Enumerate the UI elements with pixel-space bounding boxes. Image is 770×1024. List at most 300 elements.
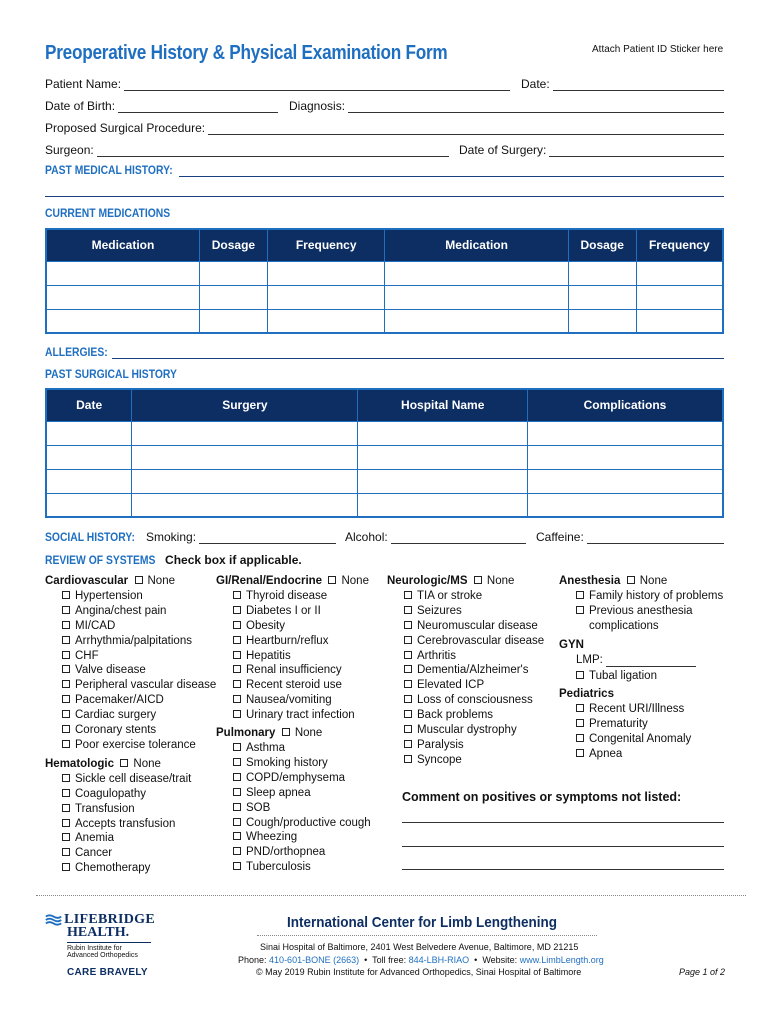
diagnosis-field[interactable] (289, 99, 724, 113)
checkbox[interactable] (404, 725, 412, 733)
checkbox[interactable] (233, 818, 241, 826)
none-label: None (294, 727, 323, 740)
checklist-item[interactable] (559, 732, 729, 747)
checkbox[interactable] (404, 710, 412, 718)
checklist-item-label: Muscular dystrophy (417, 724, 517, 737)
checklist-item[interactable] (216, 756, 386, 771)
table-row (46, 285, 723, 309)
table-cell[interactable] (358, 469, 527, 493)
checkbox[interactable] (474, 576, 482, 584)
table-cell[interactable] (132, 469, 358, 493)
checkbox[interactable] (233, 680, 241, 688)
checklist-item[interactable] (45, 802, 215, 817)
none-label: None (147, 575, 175, 587)
checklist-item-label: Asthma (246, 741, 285, 754)
checkbox[interactable] (404, 740, 412, 748)
footer-copyright: © May 2019 Rubin Institute for Advanced Orthopedics, Sinai Hospital of Baltimore (256, 967, 582, 977)
checklist-item-label: Neuromuscular disease (417, 619, 538, 632)
checklist-item-label: Loss of consciousness (417, 694, 533, 707)
table-cell[interactable] (46, 493, 132, 517)
checklist-item-label: PND/orthopnea (246, 846, 326, 859)
col-surgery: Surgery (132, 389, 358, 421)
table-cell[interactable] (46, 309, 199, 333)
ros-column-1 (45, 574, 215, 876)
checklist-item[interactable] (216, 830, 386, 845)
checklist-item[interactable] (387, 634, 557, 649)
checklist-item-label: Smoking history (246, 756, 328, 769)
anes-heading (559, 574, 729, 589)
checklist-item[interactable] (45, 678, 215, 693)
checklist-item-label: Coronary stents (75, 724, 157, 737)
checklist-item-label: Obesity (246, 619, 285, 632)
tollfree-link[interactable]: 844-LBH-RIAO (408, 955, 470, 965)
checkbox[interactable] (233, 847, 241, 855)
table-cell[interactable] (46, 285, 199, 309)
checkbox[interactable] (404, 755, 412, 763)
checklist-item[interactable] (216, 663, 386, 678)
col-hospital: Hospital Name (358, 389, 527, 421)
procedure-field[interactable] (45, 121, 724, 135)
checklist-item-label: Hepatitis (246, 649, 291, 662)
checklist-item[interactable] (387, 753, 557, 768)
checklist-item[interactable] (45, 693, 215, 708)
checklist-item-label: Family history of problems (589, 589, 724, 602)
table-cell[interactable] (568, 261, 636, 285)
checkbox[interactable] (233, 651, 241, 659)
checklist-item[interactable] (559, 717, 729, 732)
checklist-item-label: Syncope (417, 753, 462, 766)
col-medication: Medication (46, 229, 199, 261)
checklist-item[interactable] (387, 723, 557, 738)
checklist-item[interactable] (45, 634, 215, 649)
checkbox[interactable] (627, 576, 635, 584)
checklist-item[interactable] (559, 589, 729, 604)
checklist-item-label: Poor exercise tolerance (75, 738, 196, 751)
checkbox[interactable] (62, 710, 70, 718)
table-cell[interactable] (358, 445, 527, 469)
table-cell[interactable] (636, 285, 723, 309)
procedure-label: Proposed Surgical Procedure: (45, 121, 206, 135)
checklist-item[interactable] (559, 604, 729, 619)
past-medical-history-label: PAST MEDICAL HISTORY: (45, 165, 173, 177)
checkbox[interactable] (62, 774, 70, 782)
checklist-item[interactable] (45, 831, 215, 846)
checklist-item[interactable] (45, 738, 215, 753)
table-row (46, 469, 723, 493)
checklist-item-label: Wheezing (246, 831, 298, 844)
checklist-item[interactable] (559, 702, 729, 717)
surgeon-label: Surgeon: (45, 143, 94, 157)
checkbox[interactable] (404, 651, 412, 659)
checkbox[interactable] (404, 621, 412, 629)
lmp-label: LMP: (576, 653, 603, 666)
checkbox[interactable] (282, 728, 290, 736)
none-label: None (639, 575, 668, 587)
surgery-date-label: Date of Surgery: (459, 143, 547, 157)
logo-line2: HEALTH. (67, 925, 130, 940)
checklist-item[interactable] (216, 741, 386, 756)
checklist-item[interactable] (387, 663, 557, 678)
table-cell[interactable] (385, 285, 568, 309)
table-cell[interactable] (267, 261, 385, 285)
checkbox[interactable] (233, 743, 241, 751)
table-cell[interactable] (636, 309, 723, 333)
table-cell[interactable] (267, 285, 385, 309)
checklist-item-label: Nausea/vomiting (246, 694, 332, 707)
checklist-item[interactable] (216, 619, 386, 634)
patient-name-label: Patient Name: (45, 77, 122, 91)
surgical-header-row (46, 389, 723, 421)
table-cell[interactable] (199, 261, 267, 285)
gi-title: GI/Renal/Endocrine (216, 575, 323, 587)
checklist-item[interactable] (559, 747, 729, 762)
past-surgical-history-title: PAST SURGICAL HISTORY (45, 369, 177, 381)
table-cell[interactable] (568, 285, 636, 309)
checklist-item[interactable] (216, 801, 386, 816)
checklist-item-label: Sickle cell disease/trait (75, 772, 192, 785)
comment-line-1[interactable] (402, 822, 724, 823)
checklist-item-label: Cerebrovascular disease (417, 634, 545, 647)
checklist-item[interactable] (216, 649, 386, 664)
logo-sub2: Advanced Orthopedics (67, 952, 138, 959)
checkbox[interactable] (233, 773, 241, 781)
none-label: None (133, 757, 161, 770)
checklist-item[interactable] (216, 860, 386, 875)
table-cell[interactable] (132, 445, 358, 469)
none-label: None (486, 575, 515, 587)
website-label: Website: (482, 955, 518, 965)
allergies-label: ALLERGIES: (45, 347, 108, 359)
checkbox[interactable] (62, 636, 70, 644)
pulm-title: Pulmonary (216, 727, 276, 740)
checkbox[interactable] (233, 832, 241, 840)
checklist-item-label: Cough/productive cough (246, 816, 371, 829)
logo-sub1: Rubin Institute for (67, 945, 122, 952)
checkbox[interactable] (62, 606, 70, 614)
checklist-item[interactable] (216, 693, 386, 708)
comment-line-3[interactable] (402, 869, 724, 870)
checklist-item[interactable] (45, 817, 215, 832)
checkbox[interactable] (62, 863, 70, 871)
checklist-item[interactable] (216, 771, 386, 786)
phone-link[interactable]: 410-601-BONE (2663) (269, 955, 360, 965)
surgery-date-field[interactable] (459, 143, 724, 157)
checklist-item-label: Anemia (75, 832, 114, 845)
table-cell[interactable] (527, 493, 723, 517)
anes-title: Anesthesia (559, 575, 621, 587)
table-cell[interactable] (199, 309, 267, 333)
ped-heading: Pediatrics (559, 688, 614, 701)
table-cell[interactable] (636, 261, 723, 285)
checkbox[interactable] (404, 680, 412, 688)
footer-center-title: International Center for Limb Lengthening (287, 914, 557, 931)
checklist-item[interactable] (387, 604, 557, 619)
table-row (46, 261, 723, 285)
checkbox[interactable] (404, 695, 412, 703)
table-cell[interactable] (132, 421, 358, 445)
table-cell[interactable] (358, 421, 527, 445)
checkbox[interactable] (328, 576, 336, 584)
medications-header-row (46, 229, 723, 261)
checklist-item-label: Tubal ligation (589, 670, 657, 683)
table-cell[interactable] (199, 285, 267, 309)
smoking-label: Smoking: (146, 530, 197, 544)
footer-address: Sinai Hospital of Baltimore, 2401 West Belvedere Avenue, Baltimore, MD 21215 (260, 942, 579, 952)
checkbox[interactable] (233, 758, 241, 766)
website-link[interactable]: www.LimbLength.org (519, 955, 604, 965)
checklist-item[interactable] (216, 604, 386, 619)
checklist-item-label: Heartburn/reflux (246, 634, 329, 647)
logo-line1: LIFEBRIDGE (64, 912, 155, 927)
checklist-item-label: SOB (246, 801, 271, 814)
table-cell[interactable] (132, 493, 358, 517)
col-frequency: Frequency (267, 229, 385, 261)
medications-table (45, 228, 724, 334)
checkbox[interactable] (233, 710, 241, 718)
col-dosage-2: Dosage (568, 229, 636, 261)
checkbox[interactable] (576, 704, 584, 712)
cardio-heading (45, 574, 215, 589)
checkbox[interactable] (62, 833, 70, 841)
date-label: Date: (521, 77, 550, 91)
checkbox[interactable] (120, 759, 128, 767)
checkbox[interactable] (62, 789, 70, 797)
footer-center-divider (257, 935, 597, 936)
checkbox[interactable] (62, 591, 70, 599)
checklist-item[interactable] (387, 693, 557, 708)
checklist-item[interactable] (216, 634, 386, 649)
lmp-field[interactable] (559, 653, 729, 668)
checkbox[interactable] (233, 591, 241, 599)
checklist-item-label: Cardiac surgery (75, 709, 157, 722)
checklist-item-label: CHF (75, 649, 99, 662)
neuro-heading (387, 574, 557, 589)
table-cell[interactable] (385, 309, 568, 333)
checkbox[interactable] (404, 606, 412, 614)
checklist-item[interactable] (45, 723, 215, 738)
table-cell[interactable] (527, 469, 723, 493)
col-date: Date (46, 389, 132, 421)
table-cell[interactable] (46, 261, 199, 285)
checkbox[interactable] (233, 636, 241, 644)
checklist-item[interactable] (45, 649, 215, 664)
checklist-item-label: Pacemaker/AICD (75, 694, 164, 707)
checklist-item[interactable] (387, 619, 557, 634)
checklist-item-label: Urinary tract infection (246, 709, 355, 722)
comment-label: Comment on positives or symptoms not listed: (402, 790, 682, 804)
table-cell[interactable] (385, 261, 568, 285)
checklist-item-label: Thyroid disease (246, 589, 328, 602)
checklist-item-label: Diabetes I or II (246, 604, 321, 617)
patient-name-field[interactable] (45, 77, 510, 91)
table-cell[interactable] (358, 493, 527, 517)
checkbox[interactable] (576, 591, 584, 599)
hem-list (45, 772, 215, 876)
checkbox[interactable] (576, 671, 584, 679)
checkbox[interactable] (135, 576, 143, 584)
past-medical-history-line2[interactable] (45, 196, 724, 197)
checklist-item-label: Peripheral vascular disease (75, 679, 217, 692)
checklist-item-label: Back problems (417, 709, 494, 722)
checkbox[interactable] (576, 749, 584, 757)
checkbox[interactable] (62, 740, 70, 748)
smoking-field[interactable] (146, 530, 336, 544)
diagnosis-label: Diagnosis: (289, 99, 346, 113)
col-medication-2: Medication (385, 229, 568, 261)
comment-line-2[interactable] (402, 846, 724, 847)
caffeine-field[interactable] (536, 530, 724, 544)
table-cell[interactable] (46, 469, 132, 493)
form-title: Preoperative History & Physical Examination Form (45, 42, 448, 64)
checklist-item[interactable] (387, 649, 557, 664)
checklist-item[interactable] (216, 816, 386, 831)
ros-column-2 (216, 574, 386, 875)
checkbox[interactable] (62, 725, 70, 733)
checkbox[interactable] (62, 848, 70, 856)
checklist-item[interactable] (216, 845, 386, 860)
checklist-item[interactable] (387, 708, 557, 723)
gi-heading (216, 574, 386, 589)
checkbox[interactable] (233, 606, 241, 614)
table-cell[interactable] (46, 445, 132, 469)
table-row (46, 309, 723, 333)
checkbox[interactable] (404, 665, 412, 673)
gyn-list (559, 669, 729, 684)
neuro-title: Neurologic/MS (387, 575, 468, 587)
checklist-item-label: Coagulopathy (75, 787, 146, 800)
checklist-item-label: Valve disease (75, 664, 146, 677)
tagline: CARE BRAVELY (67, 967, 148, 978)
checkbox[interactable] (62, 621, 70, 629)
checklist-item-label: Cancer (75, 847, 113, 860)
checkbox[interactable] (233, 665, 241, 673)
checklist-item-label: Transfusion (75, 802, 135, 815)
checkbox[interactable] (62, 665, 70, 673)
checklist-item[interactable] (387, 678, 557, 693)
checklist-item[interactable] (45, 846, 215, 861)
surgical-history-table (45, 388, 724, 518)
checklist-item[interactable] (216, 786, 386, 801)
checkbox[interactable] (404, 636, 412, 644)
checklist-item[interactable] (387, 589, 557, 604)
checklist-item[interactable] (45, 787, 215, 802)
checklist-item-label: Renal insufficiency (246, 664, 342, 677)
lifebridge-logo (45, 912, 155, 978)
checklist-item-label: Recent steroid use (246, 679, 342, 692)
checkbox[interactable] (62, 680, 70, 688)
checklist-item[interactable] (45, 619, 215, 634)
cardio-title: Cardiovascular (45, 575, 129, 587)
footer-divider (36, 895, 746, 896)
checkbox[interactable] (233, 621, 241, 629)
checklist-item-label: Angina/chest pain (75, 604, 167, 617)
checkbox[interactable] (62, 695, 70, 703)
checkbox[interactable] (62, 804, 70, 812)
pulm-heading (216, 726, 386, 741)
checklist-item-label: Congenital Anomaly (589, 733, 692, 746)
allergies-field[interactable] (45, 347, 724, 359)
table-cell[interactable] (527, 445, 723, 469)
checklist-item[interactable] (216, 589, 386, 604)
col-dosage: Dosage (199, 229, 267, 261)
anes-list (559, 589, 729, 619)
alcohol-field[interactable] (345, 530, 526, 544)
table-row (46, 493, 723, 517)
checkbox[interactable] (62, 651, 70, 659)
checkbox[interactable] (233, 862, 241, 870)
checkbox[interactable] (233, 788, 241, 796)
checklist-item[interactable] (45, 589, 215, 604)
checklist-item-label: Prematurity (589, 718, 648, 731)
checklist-item-label: Dementia/Alzheimer's (417, 664, 529, 677)
checkbox[interactable] (576, 606, 584, 614)
checklist-item-label: TIA or stroke (417, 589, 483, 602)
table-cell[interactable] (527, 421, 723, 445)
sticker-note: Attach Patient ID Sticker here (592, 44, 724, 55)
col-complications: Complications (527, 389, 723, 421)
checklist-item[interactable] (559, 669, 729, 684)
gi-list (216, 589, 386, 723)
checklist-item-label: Accepts transfusion (75, 817, 176, 830)
checklist-item-label: MI/CAD (75, 619, 116, 632)
checklist-item-label: Apnea (589, 747, 623, 760)
checklist-item-label: Chemotherapy (75, 862, 151, 875)
surgeon-field[interactable] (45, 143, 449, 157)
date-field[interactable] (521, 77, 724, 91)
none-label: None (341, 575, 369, 587)
checklist-item[interactable] (216, 678, 386, 693)
checkbox[interactable] (576, 734, 584, 742)
table-cell[interactable] (46, 421, 132, 445)
checklist-item[interactable] (387, 738, 557, 753)
checklist-item-label: Sleep apnea (246, 786, 311, 799)
current-medications-title: CURRENT MEDICATIONS (45, 208, 171, 220)
anes-continuation: complications (589, 619, 659, 632)
checkbox[interactable] (62, 819, 70, 827)
checkbox[interactable] (233, 695, 241, 703)
checklist-item-label: Arthritis (417, 649, 456, 662)
checklist-item[interactable] (45, 663, 215, 678)
alcohol-label: Alcohol: (345, 530, 388, 544)
social-history-label: SOCIAL HISTORY: (45, 532, 135, 544)
page-number: Page 1 of 2 (679, 967, 726, 977)
checklist-item-label: Hypertension (75, 589, 143, 602)
wave-icon (45, 913, 62, 927)
checklist-item[interactable] (45, 604, 215, 619)
gyn-heading: GYN (559, 638, 584, 651)
table-cell[interactable] (568, 309, 636, 333)
ped-list (559, 702, 729, 762)
checklist-item[interactable] (45, 772, 215, 787)
checklist-item[interactable] (45, 861, 215, 876)
table-cell[interactable] (267, 309, 385, 333)
checkbox[interactable] (233, 803, 241, 811)
checklist-item[interactable] (216, 708, 386, 723)
ros-column-3 (387, 574, 557, 768)
dob-field[interactable] (45, 99, 278, 113)
checklist-item[interactable] (45, 708, 215, 723)
hem-heading (45, 757, 215, 772)
pulm-list (216, 741, 386, 875)
checklist-item-label: COPD/emphysema (246, 771, 346, 784)
tollfree-label: Toll free: (372, 955, 407, 965)
checkbox[interactable] (404, 591, 412, 599)
ros-instruction: Check box if applicable. (165, 553, 302, 567)
table-row (46, 445, 723, 469)
past-medical-history-field[interactable] (45, 165, 724, 177)
checklist-item-label: Paralysis (417, 738, 464, 751)
checkbox[interactable] (576, 719, 584, 727)
